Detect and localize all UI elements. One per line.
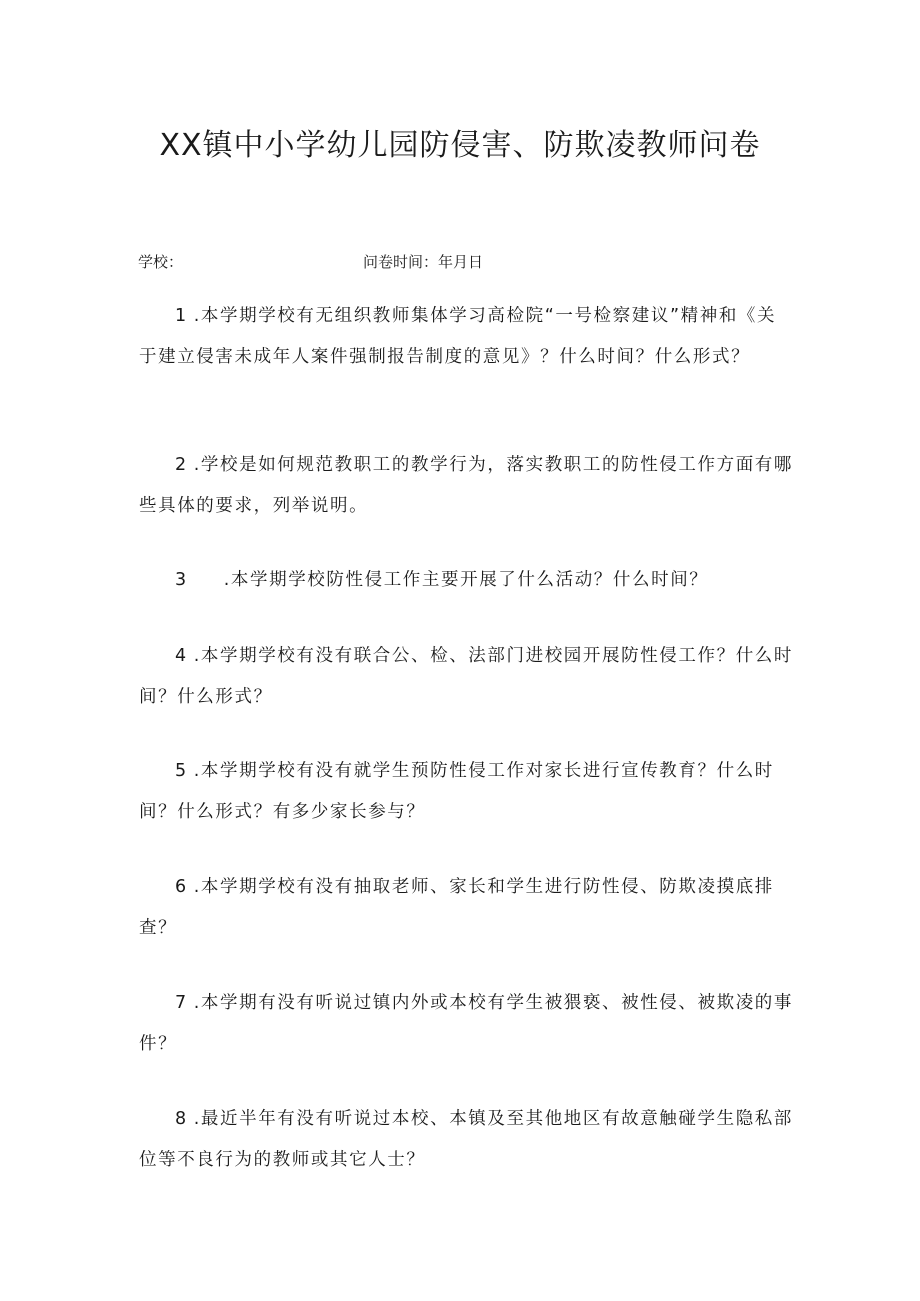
question-text: .学校是如何规范教职工的教学行为，落实教职工的防性侵工作方面有哪些具体的要求，列举说明。 <box>139 455 793 516</box>
question-text: .本学期学校有无组织教师集体学习高检院“一号检察建议”精神和《关于建立侵害未成年人案件强制报告制度的意见》？什么时间？什么形式？ <box>139 306 777 367</box>
question-text: .本学期学校有没有就学生预防性侵工作对家长进行宣传教育？什么时间？什么形式？有多少家长参与？ <box>139 761 774 822</box>
question-number: 1 <box>175 306 188 326</box>
question-number: 7 <box>175 993 188 1013</box>
question-2 <box>139 445 795 527</box>
question-number: 4 <box>175 646 188 666</box>
question-text: .本学期学校防性侵工作主要开展了什么活动？什么时间？ <box>223 570 709 590</box>
question-number: 6 <box>175 877 188 897</box>
question-3 <box>139 560 795 601</box>
document-title: XX镇中小学幼儿园防侵害、防欺凌教师问卷 <box>159 128 761 163</box>
survey-date-label: 问卷时间：年月日 <box>363 253 484 271</box>
school-label: 学校： <box>138 253 184 271</box>
question-text: .本学期有没有听说过镇内外或本校有学生被猥亵、被性侵、被欺凌的事件？ <box>139 993 793 1054</box>
question-4 <box>139 636 795 718</box>
question-text: .本学期学校有没有抽取老师、家长和学生进行防性侵、防欺凌摸底排查？ <box>139 877 774 938</box>
question-1 <box>139 296 795 378</box>
question-8 <box>139 1099 795 1181</box>
question-5 <box>139 751 795 833</box>
question-number: 3 <box>175 570 188 590</box>
question-number: 5 <box>175 761 188 781</box>
question-number: 2 <box>175 455 188 475</box>
question-text: .最近半年有没有听说过本校、本镇及至其他地区有故意触碰学生隐私部位等不良行为的教师或其它人士？ <box>139 1109 793 1170</box>
question-text: .本学期学校有没有联合公、检、法部门进校园开展防性侵工作？什么时间？什么形式？ <box>139 646 793 707</box>
question-number: 8 <box>175 1109 188 1129</box>
question-6 <box>139 867 795 949</box>
question-7 <box>139 983 795 1065</box>
